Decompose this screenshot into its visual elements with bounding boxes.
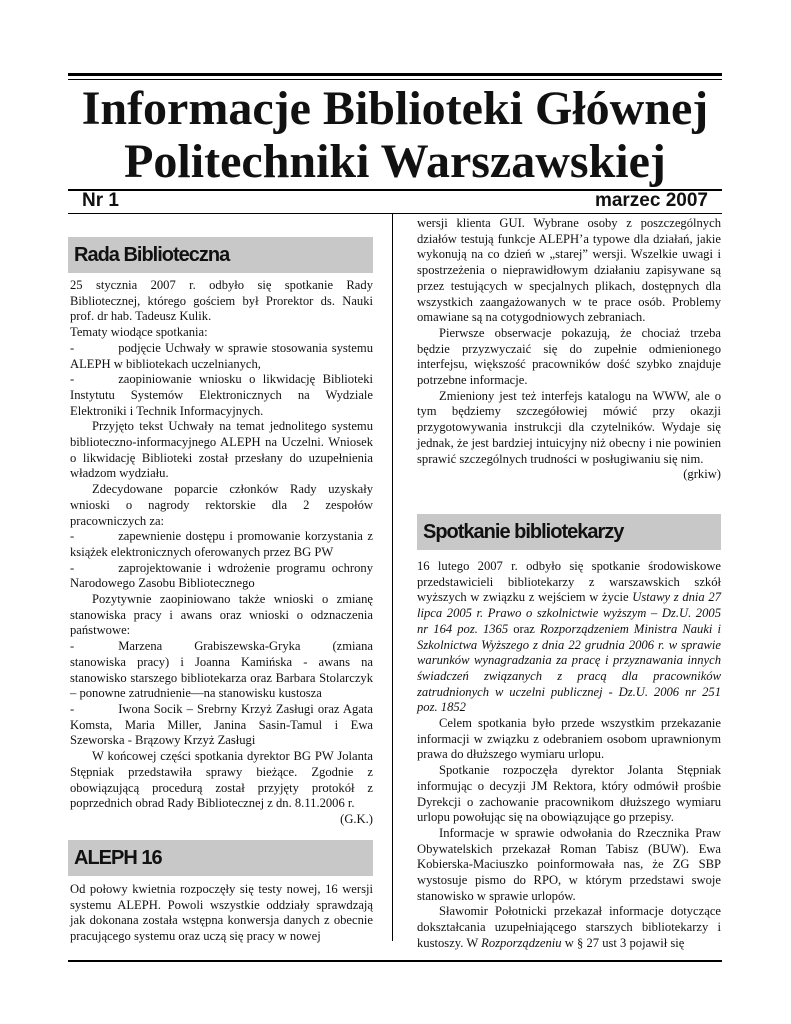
paragraph: Tematy wiodące spotkania:	[70, 325, 208, 340]
paragraph: Sławomir Połotnicki przekazał informacje dotyczące dokształcania uzupełniającego starszych bibliotekarzy i kustoszy. W Rozporządzeniu w § 27 ust 3 pojawił się	[417, 904, 721, 950]
dash: -	[70, 529, 75, 544]
list-item: - zaprojektowanie i wdrożenie programu ochrony Narodowego Zasobu Bibliotecznego	[70, 560, 373, 591]
dash: -	[70, 560, 75, 575]
issue-date: marzec 2007	[594, 190, 708, 211]
paragraph: Przyjęto tekst Uchwały na temat jednolitego systemu biblioteczno-informacyjnego ALEPH na Uczelni. Wniosek o likwidację Biblioteki został przesłany do uzupełnienia władzom wydziału.	[70, 419, 373, 481]
article-spotkanie	[417, 559, 721, 952]
paragraph: wersji klienta GUI. Wybrane osoby z poszczególnych działów testują funkcje ALEPH’a typowe dla działań, jakie wykonują na co dzień w „starej” wersji. Wszelkie uwagi i spostrzeżenia o nieprawidłowym działaniu zapisywane są przez testujących w specjalnych plikach, dostępnych dla wszystkich zaangażowanych w te prace osób. Problemy omawiane są na cotygodniowych zebraniach.	[417, 216, 721, 325]
section-heading-rada: Rada Biblioteczna	[68, 237, 373, 273]
issue-bar	[68, 190, 722, 213]
bottom-rule	[68, 960, 722, 962]
top-rule-thick	[68, 73, 722, 76]
article-aleph-continued	[417, 216, 721, 483]
masthead-title	[68, 82, 722, 188]
top-rule-thin	[68, 79, 722, 80]
paragraph: Informacje w sprawie odwołania do Rzecznika Praw Obywatelskich przekazał Roman Tabisz (BUW). Ewa Kobierska-Maciuszko poinformowała nas, że ZG SBP wystosuje pismo do RPO, w którym przedstawi swoje stanowisko w sprawie urlopów.	[417, 825, 721, 903]
list-item: - zapewnienie dostępu i promowanie korzystania z książek elektronicznych oferowanych przez BG PW	[70, 529, 373, 559]
paragraph: Celem spotkania było przede wszystkim przekazanie informacji w związku z odebraniem osobom uprawnionym prawa do dłuższego wymiaru urlopu.	[417, 716, 721, 762]
list-item: - Iwona Socik – Srebrny Krzyż Zasługi oraz Agata Komsta, Maria Miller, Janina Sasin-Tamul i Ewa Szeworska - Brązowy Krzyż Zasługi	[70, 701, 373, 748]
paragraph: Zmieniony jest też interfejs katalogu na WWW, ale o tym będziemy szczegółowiej mówić przy okazji przygotowywania instrukcji dla czytelników. Wydaje się jednak, że jest bardziej intuicyjny niż obecny i nie powinien sprawić szczególnych trudności w posługiwaniu się nim.	[417, 388, 721, 466]
dash: -	[70, 340, 75, 355]
issue-number: Nr 1	[82, 190, 119, 211]
column-divider	[392, 214, 393, 941]
dash: -	[70, 701, 75, 716]
article-aleph-start	[70, 882, 373, 945]
article-rada	[70, 278, 373, 828]
signature: (G.K.)	[340, 811, 373, 826]
title-line-1: Informacje Biblioteki Głównej	[81, 82, 709, 135]
italic-citation: Ustawy z dnia 27 lipca 2005 r. Prawo o szkolnictwie wyższym – Dz.U. 2005 nr 164 poz. 1365	[417, 590, 721, 636]
italic-citation: Rozporządzeniem Ministra Nauki i Szkolnictwa Wyższego z dnia 22 grudnia 2006 r. w sprawie warunków wynagradzania za pracę i przyznawania innych świadczeń związanych z pracą dla pracowników zatrudnionych w uczelni publicznej - Dz.U. 2006 nr 251 poz. 1852	[417, 621, 722, 715]
paragraph: Pierwsze obserwacje pokazują, że chociaż trzeba będzie przyzwyczaić się do zupełnie odmienionego interfejsu, większość pracowników dość szybko znajduje potrzebne informacje.	[417, 325, 721, 388]
paragraph: W końcowej części spotkania dyrektor BG PW Jolanta Stępniak przedstawiła sprawy bieżące. Zgodnie z obowiązującą procedurą został przyjęty protokół z poprzednich obrad Rady Bibliotecznej z dn. 8.11.2006 r.	[70, 749, 373, 811]
paragraph: Spotkanie rozpoczęła dyrektor Jolanta Stępniak informując o decyzji JM Rektora, który odmówił prośbie Dyrekcji o zachowanie pracownikom dłuższego wymiaru urlopu powołując się na obowiązujące go przepisy.	[417, 763, 721, 825]
paragraph: 25 stycznia 2007 r. odbyło się spotkanie Rady Bibliotecznej, którego gościem był Prorektor ds. Nauki prof. dr hab. Tadeusz Kulik.	[70, 278, 373, 324]
paragraph: Od połowy kwietnia rozpoczęły się testy nowej, 16 wersji systemu ALEPH. Powoli wszystkie oddziały sprawdzają jak dokonana została wstępna konwersja danych z obecnie pracującego systemu oraz uczą się pracy w nowej	[70, 882, 373, 944]
dash: -	[70, 372, 75, 387]
section-heading-aleph: ALEPH 16	[68, 840, 373, 876]
section-heading-spotkanie: Spotkanie bibliotekarzy	[417, 514, 721, 550]
paragraph: 16 lutego 2007 r. odbyło się spotkanie środowiskowe przedstawicieli bibliotekarzy z warszawskich szkół wyższych w związku z wejściem w życie Ustawy z dnia 27 lipca 2005 r. Prawo o szkolnictwie wyższym – Dz.U. 2005 nr 164 poz. 1365 oraz Rozporządzeniem Ministra Nauki i Szkolnictwa Wyższego z dnia 22 grudnia 2006 r. w sprawie warunków wynagradzania za pracę i przyznawania innych świadczeń związanych z pracą dla pracowników zatrudnionych w uczelni publicznej - Dz.U. 2006 nr 251 poz. 1852	[417, 559, 722, 715]
list-item: - Marzena Grabiszewska-Gryka (zmiana stanowiska pracy) i Joanna Kamińska - awans na stanowisko starszego bibliotekarza oraz Barbara Stolarczyk – ponowne zatrudnienie—na stanowisku kustosza	[70, 639, 373, 701]
list-item: - podjęcie Uchwały w sprawie stosowania systemu ALEPH w bibliotekach uczelnianych,	[70, 340, 373, 371]
dash: -	[70, 639, 75, 654]
issue-rule	[68, 213, 722, 214]
list-item: - zaopiniowanie wniosku o likwidację Biblioteki Instytutu Systemów Elektronicznych na Wydziale Elektroniki i Technik Informacyjnych.	[70, 372, 373, 418]
paragraph: Pozytywnie zaopiniowano także wnioski o zmianę stanowiska pracy i awans oraz wnioski o odznaczenia państwowe:	[70, 592, 373, 638]
signature: (grkiw)	[683, 467, 721, 482]
italic-term: Rozporządzeniu	[481, 935, 562, 950]
paragraph: Zdecydowane poparcie członków Rady uzyskały wnioski o nagrody rektorskie dla 2 zespołów pracowniczych za:	[70, 482, 373, 528]
title-line-2: Politechniki Warszawskiej	[124, 135, 666, 188]
